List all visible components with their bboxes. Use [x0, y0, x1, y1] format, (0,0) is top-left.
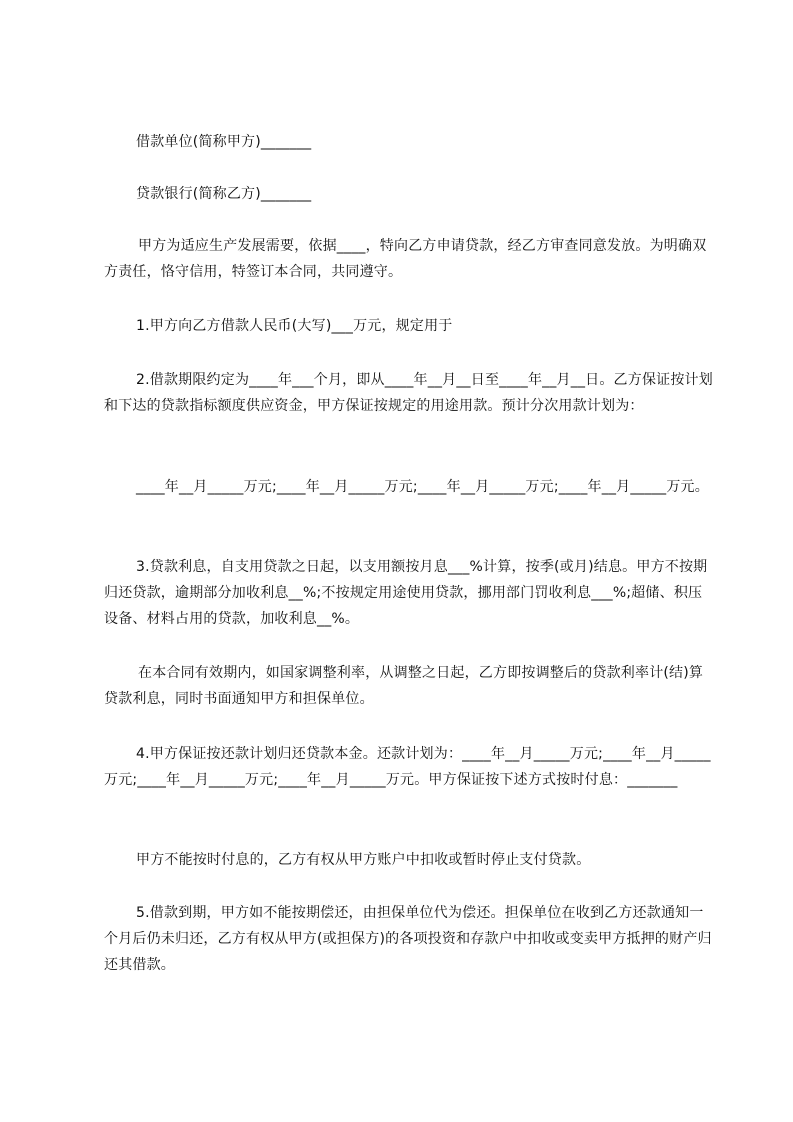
- non-payment-paragraph: 甲方不能按时付息的，乙方有权从甲方账户中扣收或暂时停止支付贷款。: [136, 852, 591, 868]
- clause-1-paragraph: 1.甲方向乙方借款人民币(大写)___万元，规定用于: [136, 318, 453, 334]
- borrower-line: 借款单位(简称甲方)_______: [136, 134, 312, 150]
- clause-5-paragraph: 5.借款到期，甲方如不能按期偿还，由担保单位代为偿还。担保单位在收到乙方还款通知一个月后仍未归还，乙方有权从甲方(或担保方)的各项投资和存款户中扣收或变卖甲方抵押的财产归还其借款。: [104, 905, 712, 973]
- preamble-paragraph: 甲方为适应生产发展需要，依据____，特向乙方申请贷款，经乙方审查同意发放。为明确双方责任，恪守信用，特签订本合同，共同遵守。: [104, 238, 707, 280]
- rate-adjustment-paragraph: 在本合同有效期内，如国家调整利率，从调整之日起，乙方即按调整后的贷款利率计(结)算贷款利息，同时书面通知甲方和担保单位。: [104, 665, 704, 707]
- drawdown-schedule-paragraph: ____年__月_____万元;____年__月_____万元;____年__月_____万元;____年__月_____万元。: [136, 479, 709, 495]
- clause-2-paragraph: 2.借款期限约定为____年___个月，即从____年__月__日至____年__月__日。乙方保证按计划和下达的贷款指标额度供应资金，甲方保证按规定的用途用款。预计分次用款计划为：: [104, 372, 713, 414]
- clause-3-paragraph: 3.贷款利息，自支用贷款之日起，以支用额按月息___%计算，按季(或月)结息。甲方不按期归还贷款，逾期部分加收利息__%;不按规定用途使用贷款，挪用部门罚收利息___%;超储、积压设备、材料占用的贷款，加收利息__%。: [104, 559, 708, 627]
- lender-line: 贷款银行(简称乙方)_______: [136, 186, 312, 202]
- clause-4-paragraph: 4.甲方保证按还款计划归还贷款本金。还款计划为：____年__月_____万元;____年__月_____万元;____年__月_____万元;____年__月_____万元。甲方保证按下述方式按时付息：_______: [104, 746, 711, 788]
